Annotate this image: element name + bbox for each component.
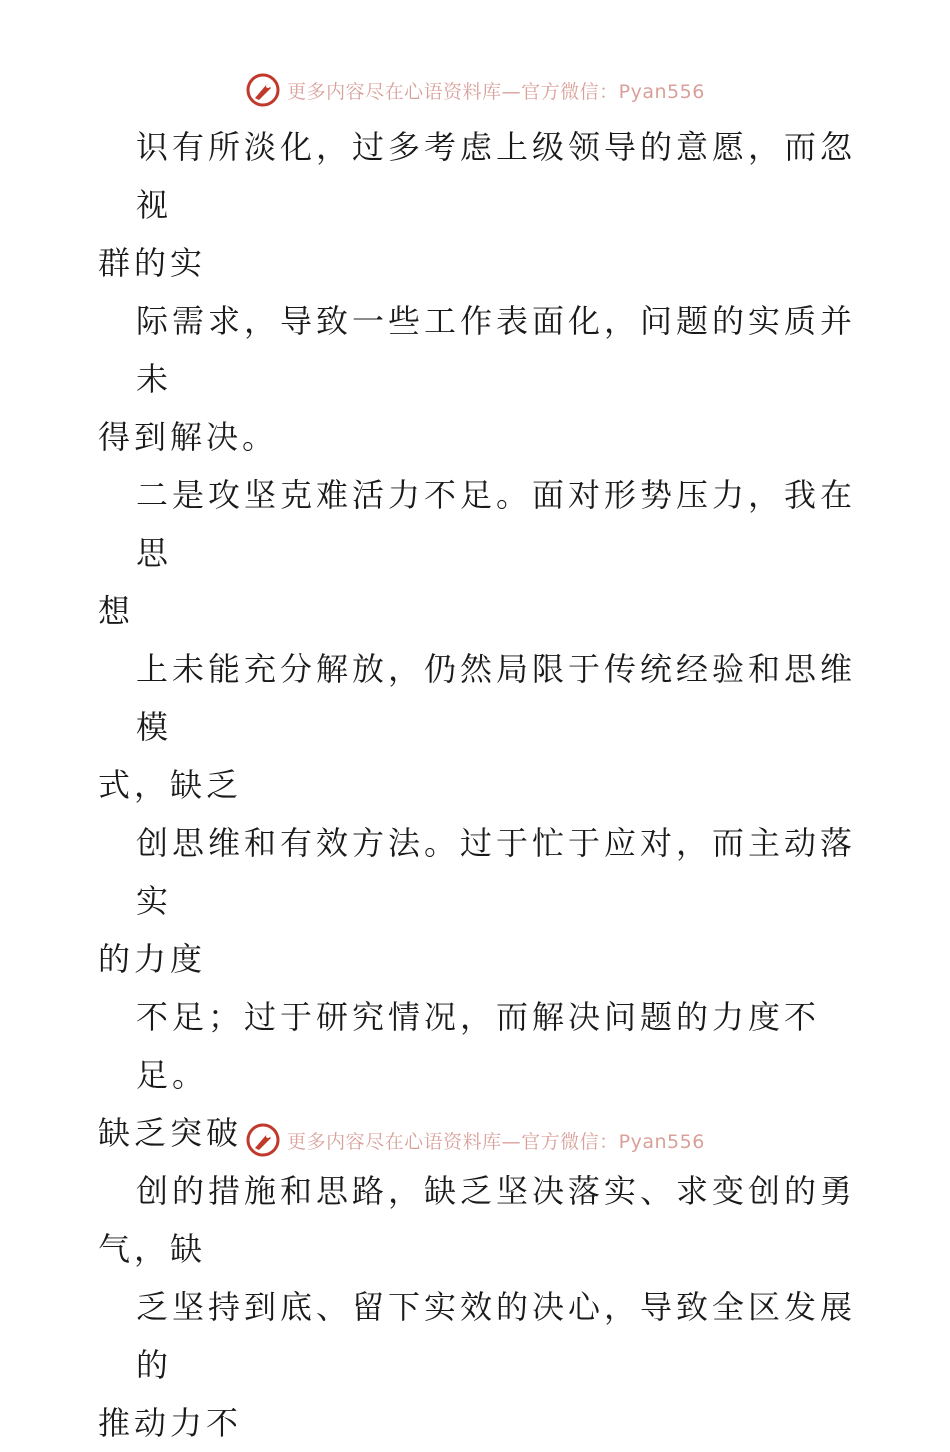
body-line: 识有所淡化，过多考虑上级领导的意愿，而忽视 (136, 128, 857, 224)
body-line: 式，缺乏 (98, 766, 243, 804)
pen-nib-logo-icon (245, 1122, 281, 1158)
body-line: 乏坚持到底、留下实效的决心，导致全区发展的 (136, 1288, 857, 1384)
body-line: 推动力不 (98, 1404, 243, 1442)
footer-banner (0, 1120, 950, 1160)
header-banner-text: 更多内容尽在心语资料库—官方微信：Pyan556 (287, 80, 705, 103)
footer-banner-text: 更多内容尽在心语资料库—官方微信：Pyan556 (287, 1130, 705, 1153)
body-line: 上未能充分解放，仍然局限于传统经验和思维模 (136, 650, 857, 746)
body-line: 群的实 (98, 244, 207, 282)
body-line: 创的措施和思路，缺乏坚决落实、求变创的勇 (136, 1172, 857, 1210)
body-line: 不足；过于研究情况，而解决问题的力度不足。 (136, 998, 821, 1094)
body-line: 得到解决。 (98, 418, 279, 456)
body-line: 想 (98, 592, 135, 630)
body-line: 缺乏突破 (98, 1114, 243, 1152)
body-line: 二是攻坚克难活力不足。面对形势压力，我在思 (136, 476, 857, 572)
body-line: 气，缺 (98, 1230, 207, 1268)
body-line: 的力度 (98, 940, 207, 978)
document-body (98, 118, 858, 1452)
header-banner (0, 70, 950, 110)
body-line: 际需求，导致一些工作表面化，问题的实质并未 (136, 302, 857, 398)
pen-nib-logo-icon (245, 72, 281, 108)
body-line: 创思维和有效方法。过于忙于应对，而主动落实 (136, 824, 857, 920)
